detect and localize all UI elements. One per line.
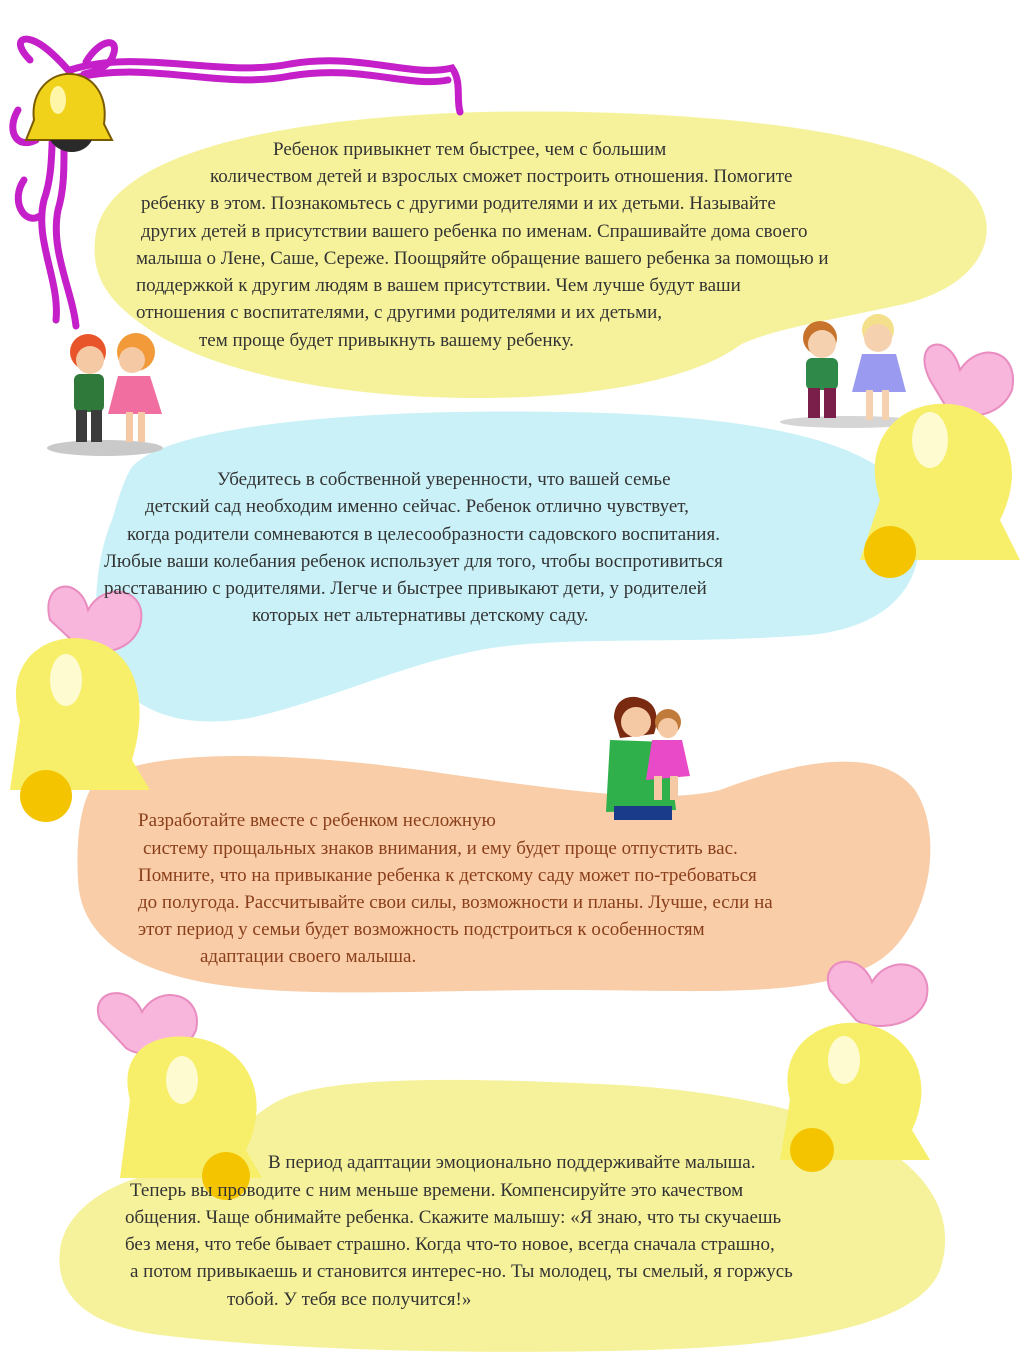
text-line: Ребенок привыкнет тем быстрее, чем с большим: [273, 139, 667, 160]
text-line: когда родители сомневаются в целесообразности садовского воспитания.: [127, 524, 720, 545]
text-line: без меня, что тебе бывает страшно. Когда что-то новое, всегда сначала страшно,: [125, 1234, 775, 1255]
text-line: количеством детей и взрослых сможет построить отношения. Помогите: [210, 166, 793, 187]
bell-right-2: [780, 962, 930, 1172]
children-pair-right: [780, 314, 920, 428]
text-line: Разработайте вместе с ребенком несложную: [138, 810, 496, 831]
gold-bell: [26, 74, 112, 152]
bell-left-1: [10, 587, 150, 822]
text-line: тем проще будет привыкнуть вашему ребенку.: [199, 330, 574, 351]
text-line: до полугода. Рассчитывайте свои силы, возможности и планы. Лучше, если на: [138, 892, 773, 913]
text-line: ребенку в этом. Познакомьтесь с другими родителями и их детьми. Называйте: [141, 193, 776, 214]
text-line: детский сад необходим именно сейчас. Ребенок отлично чувствует,: [145, 496, 689, 517]
text-line: других детей в присутствии вашего ребенка по именам. Спрашивайте дома своего: [141, 221, 808, 242]
text-line: общения. Чаще обнимайте ребенка. Скажите малышу: «Я знаю, что ты скучаешь: [125, 1207, 782, 1228]
text-line: малыша о Лене, Саше, Сереже. Поощряйте обращение вашего ребенка за помощью и: [136, 248, 829, 269]
text-line: адаптации своего малыша.: [200, 946, 417, 967]
text-line: поддержкой к другим людям в вашем присутствии. Чем лучше будут ваши: [136, 275, 741, 296]
mother-with-child: [606, 697, 690, 820]
text-line: этот период у семьи будет возможность подстроиться к особенностям: [138, 919, 705, 940]
text-line: В период адаптации эмоционально поддерживайте малыша.: [268, 1152, 756, 1173]
bell-left-2: [98, 993, 262, 1200]
text-line: тобой. У тебя все получится!»: [227, 1289, 472, 1310]
text-line: Теперь вы проводите с ним меньше времени. Компенсируйте это качеством: [130, 1180, 744, 1201]
text-line: Убедитесь в собственной уверенности, что вашей семье: [217, 469, 671, 490]
text-line: отношения с воспитателями, с другими родителями и их детьми,: [136, 302, 663, 323]
text-line: расставанию с родителями. Легче и быстрее привыкают дети, у родителей: [104, 578, 707, 599]
children-pair-left: [47, 333, 163, 456]
text-line: которых нет альтернативы детскому саду.: [252, 605, 589, 626]
text-line: Помните, что на привыкание ребенка к детскому саду может по-требоваться: [138, 865, 757, 886]
text-line: систему прощальных знаков внимания, и ему будет проще отпустить вас.: [143, 838, 738, 859]
text-line: Любые ваши колебания ребенок использует для того, чтобы воспротивиться: [104, 551, 723, 572]
text-line: а потом привыкаешь и становится интерес-но. Ты молодец, ты смелый, я горжусь: [130, 1261, 793, 1282]
